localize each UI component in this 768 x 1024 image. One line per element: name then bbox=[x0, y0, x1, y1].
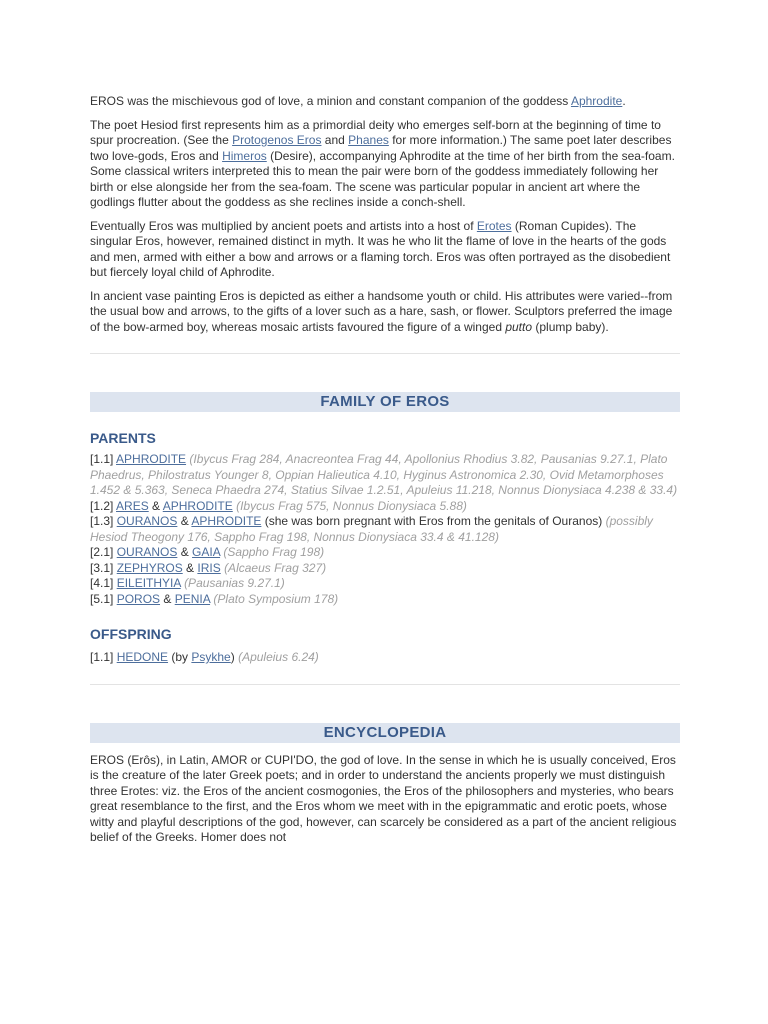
encyclopedia-text: EROS (Erôs), in Latin, AMOR or CUPI'DO, the god of love. In the sense in which he is usually conceived, Eros is the creature of the later Greek poets; and in order to understand the ancients properly we must distinguish three Erotes: viz. the Eros of the ancient cosmogonies, the Eros of the philosophers and mysteries, who bears great resemblance to the first, and the Eros whom we meet with in the epigrammatic and erotic poets, whose witty and playful descriptions of the god, however, can scarcely be considered as a part of the ancient religious belief of the Greeks. Homer does not bbox=[90, 752, 677, 844]
link-ouranos[interactable]: OURANOS bbox=[116, 514, 178, 528]
list-item bbox=[90, 650, 680, 666]
text: ) bbox=[230, 650, 235, 664]
link-protogenos-eros[interactable]: Protogenos Eros bbox=[232, 133, 322, 147]
divider bbox=[90, 353, 680, 354]
text: In ancient vase painting Eros is depicted as either a handsome youth or child. His attributes were varied--from the usual bow and arrows, to the gifts of a lover such as a hare, sash, or flower. Sculptors preferred the image of the bow-armed boy, whereas mosaic artists favoured the figure of a winged bbox=[90, 288, 673, 334]
source-citation: (Ibycus Frag 284, Anacreontea Frag 44, Apollonius Rhodius 3.82, Pausanias 9.27.1, Plato Phaedrus, Philostratus Younger 8, Oppian Halieutica 4.10, Hyginus Astronomica 2.30, Ovid Metamorphoses 1.452 & 5.363, Seneca Phaedra 274, Statius Silvae 1.2.51, Apuleius 11.218, Nonnus Dionysiaca 4.238 & 33.4) bbox=[90, 452, 678, 497]
text: for more information.) The same poet later describes two love-gods, Eros and bbox=[90, 133, 672, 163]
source-citation: (possibly Hesiod Theogony 176, Sappho Frag 198, Nonnus Dionysiaca 33.4 & 41.128) bbox=[90, 514, 653, 544]
link-himeros[interactable]: Himeros bbox=[222, 148, 267, 163]
entry-number: [1.1] bbox=[90, 452, 117, 466]
parents-heading: PARENTS bbox=[90, 430, 156, 446]
text: (Desire), accompanying Aphrodite at the time of her birth from the sea-foam. Some classical writers interpreted this to mean the pair were born of the goddess immediately following her birth or else alongside her from the sea-foam. The scene was particular popular in ancient art where the godlings flutter about the goddess as she reclines inside a conch-shell. bbox=[90, 148, 675, 209]
text: (by bbox=[168, 650, 192, 664]
list-item bbox=[90, 561, 680, 577]
entry-number: [3.1] bbox=[90, 560, 117, 575]
text: (plump baby). bbox=[532, 319, 609, 334]
link-phanes[interactable]: Phanes bbox=[348, 133, 389, 147]
link-erotes[interactable]: Erotes bbox=[476, 218, 512, 233]
list-item bbox=[90, 592, 680, 608]
text: and bbox=[321, 133, 349, 147]
list-item bbox=[90, 452, 680, 499]
list-item bbox=[90, 545, 680, 561]
intro-paragraph-3 bbox=[90, 219, 680, 281]
section-title-family: FAMILY OF EROS bbox=[90, 392, 680, 412]
entry-number: [1.1] bbox=[90, 650, 117, 664]
source-citation: (Apuleius 6.24) bbox=[238, 650, 319, 664]
text: The poet Hesiod first represents him as a primordial deity who emerges self-born at the beginning of time to spur procreation. (See the bbox=[90, 117, 661, 147]
link-poros[interactable]: POROS bbox=[116, 591, 161, 606]
intro-paragraph-4 bbox=[90, 289, 680, 336]
text: Eventually Eros was multiplied by ancient poets and artists into a host of bbox=[90, 218, 477, 233]
source-citation: (Alcaeus Frag 327) bbox=[224, 560, 327, 575]
source-citation: (Pausanias 9.27.1) bbox=[184, 576, 285, 590]
link-ouranos[interactable]: OURANOS bbox=[116, 545, 178, 559]
text-italic: putto bbox=[505, 319, 533, 334]
entry-number: [2.1] bbox=[90, 545, 117, 559]
list-item bbox=[90, 499, 680, 515]
source-citation: (Ibycus Frag 575, Nonnus Dionysiaca 5.88) bbox=[236, 498, 467, 513]
link-aphrodite[interactable]: Aphrodite bbox=[570, 94, 623, 108]
entry-number: [1.3] bbox=[90, 514, 117, 528]
text: . bbox=[622, 94, 626, 108]
intro-paragraph-2 bbox=[90, 118, 680, 211]
link-aphrodite[interactable]: APHRODITE bbox=[191, 514, 262, 528]
text: & bbox=[182, 560, 198, 575]
text: & bbox=[177, 514, 192, 528]
divider bbox=[90, 684, 680, 685]
parents-list bbox=[90, 452, 680, 607]
list-item bbox=[90, 514, 680, 545]
link-zephyros[interactable]: ZEPHYROS bbox=[116, 560, 183, 575]
text: & bbox=[148, 498, 163, 513]
article bbox=[90, 94, 680, 854]
link-hedone[interactable]: HEDONE bbox=[116, 650, 169, 664]
offspring-list bbox=[90, 650, 680, 666]
link-ares[interactable]: ARES bbox=[116, 498, 149, 513]
link-aphrodite[interactable]: APHRODITE bbox=[162, 498, 233, 513]
source-citation: (Plato Symposium 178) bbox=[213, 591, 339, 606]
link-aphrodite[interactable]: APHRODITE bbox=[116, 452, 187, 466]
text: EROS was the mischievous god of love, a minion and constant companion of the goddess bbox=[90, 94, 571, 108]
link-iris[interactable]: IRIS bbox=[197, 560, 221, 575]
text: (she was born pregnant with Eros from the genitals of Ouranos) bbox=[261, 514, 606, 528]
list-item bbox=[90, 576, 680, 592]
source-citation: (Sappho Frag 198) bbox=[223, 545, 325, 559]
text: (Roman Cupides). The singular Eros, however, remained distinct in myth. It was he who lit the flame of love in the hearts of the gods and men, armed with either a bow and arrows or a flaming torch. Eros was often portrayed as the disobedient but fiercely loyal child of Aphrodite. bbox=[90, 218, 671, 279]
text: & bbox=[160, 591, 175, 606]
link-psykhe[interactable]: Psykhe bbox=[191, 650, 231, 664]
entry-number: [5.1] bbox=[90, 591, 117, 606]
link-eileithyia[interactable]: EILEITHYIA bbox=[116, 576, 181, 590]
link-penia[interactable]: PENIA bbox=[174, 591, 211, 606]
offspring-heading: OFFSPRING bbox=[90, 626, 172, 642]
intro-paragraph-1 bbox=[90, 94, 680, 110]
entry-number: [4.1] bbox=[90, 576, 117, 590]
section-title-encyclopedia: ENCYCLOPEDIA bbox=[90, 723, 680, 743]
link-gaia[interactable]: GAIA bbox=[192, 545, 221, 559]
text: & bbox=[177, 545, 193, 559]
entry-number: [1.2] bbox=[90, 498, 117, 513]
